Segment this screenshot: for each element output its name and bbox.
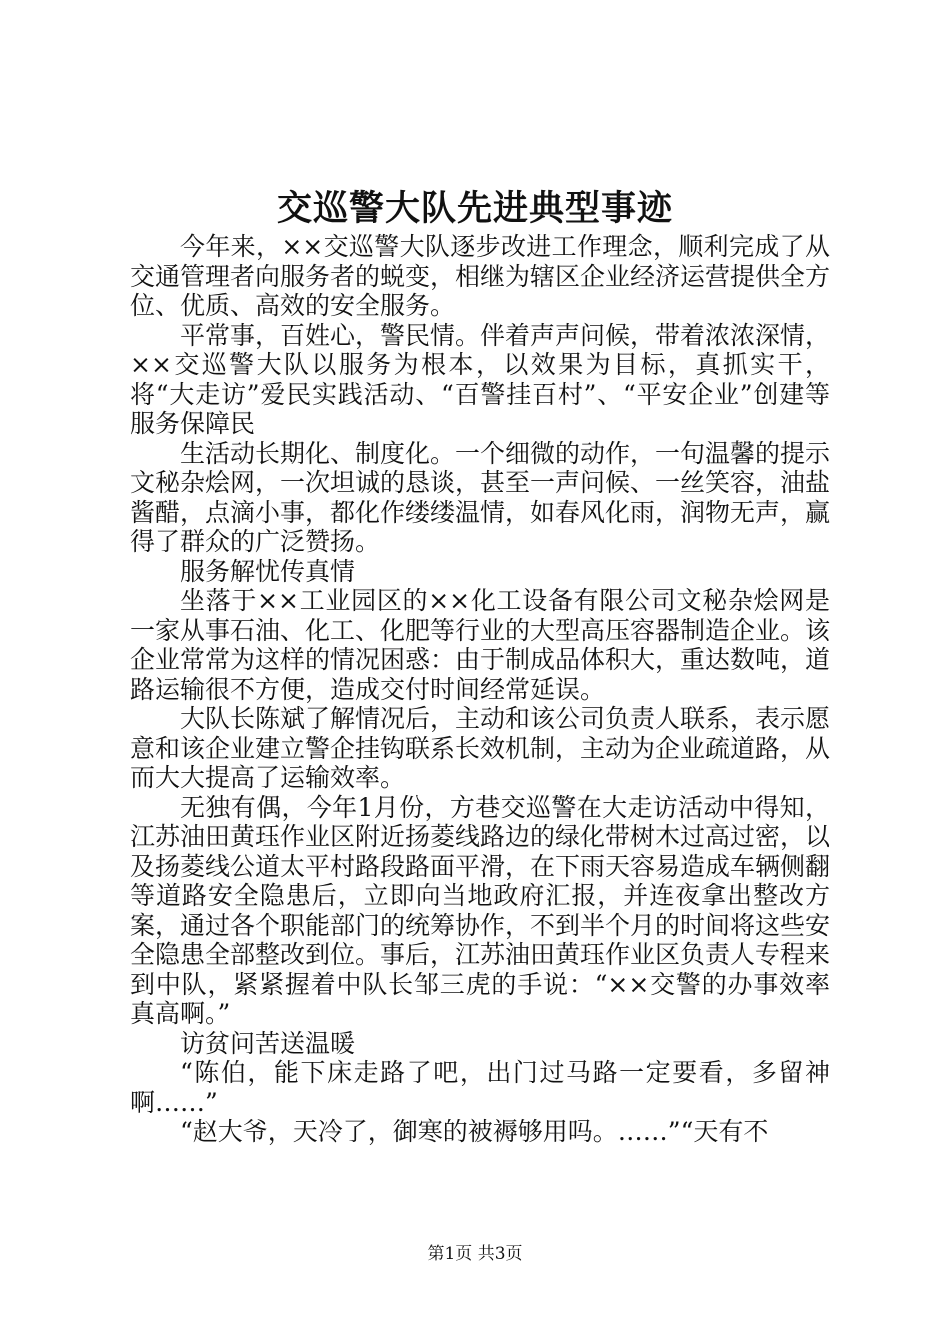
page-title: 交巡警大队先进典型事迹 [276,188,673,229]
paragraph: 大队长陈斌了解情况后，主动和该公司负责人联系，表示愿意和该企业建立警企挂钩联系长效机制，主动为企业疏道路，从而大大提高了运输效率。 [130,704,831,792]
paragraph: 今年来，××交巡警大队逐步改进工作理念，顺利完成了从交通管理者向服务者的蜕变，相继为辖区企业经济运营提供全方位、优质、高效的安全服务。 [130,232,831,320]
paragraph: 无独有偶，今年1月份，方巷交巡警在大走访活动中得知，江苏油田黄珏作业区附近扬菱线路边的绿化带树木过高过密，以及扬菱线公道太平村路段路面平滑，在下雨天容易造成车辆侧翻等道路安全隐患后，立即向当地政府汇报，并连夜拿出整改方案，通过各个职能部门的统筹协作，不到半个月的时间将这些安全隐患全部整改到位。事后，江苏油田黄珏作业区负责人专程来到中队，紧紧握着中队长邹三虎的手说：“××交警的办事效率真高啊。” [130,792,831,1028]
paragraph: “陈伯，能下床走路了吧，出门过马路一定要看，多留神啊……” [130,1058,830,1117]
document-body [130,232,830,1147]
paragraph: 平常事，百姓心，警民情。伴着声声问候，带着浓浓深情，××交巡警大队以服务为根本，以效果为目标，真抓实干，将“大走访”爱民实践活动、“百警挂百村”、“平安企业”创建等服务保障民 [130,320,831,438]
paragraph: 坐落于××工业园区的××化工设备有限公司文秘杂烩网是一家从事石油、化工、化肥等行业的大型高压容器制造企业。该企业常常为这样的情况困惑：由于制成品体积大，重达数吨，道路运输很不方便，造成交付时间经常延误。 [130,586,831,704]
section-heading: 服务解忧传真情 [180,556,356,586]
section-heading: 访贫问苦送温暖 [180,1028,356,1058]
paragraph: “赵大爷，天冷了，御寒的被褥够用吗。……”“天有不 [180,1117,769,1146]
page-number: 第1页 共3页 [427,1244,523,1264]
paragraph: 生活动长期化、制度化。一个细微的动作，一句温馨的提示文秘杂烩网，一次坦诚的恳谈，甚至一声问候、一丝笑容，油盐酱醋，点滴小事，都化作缕缕温情，如春风化雨，润物无声，赢得了群众的广泛赞扬。 [130,438,831,556]
